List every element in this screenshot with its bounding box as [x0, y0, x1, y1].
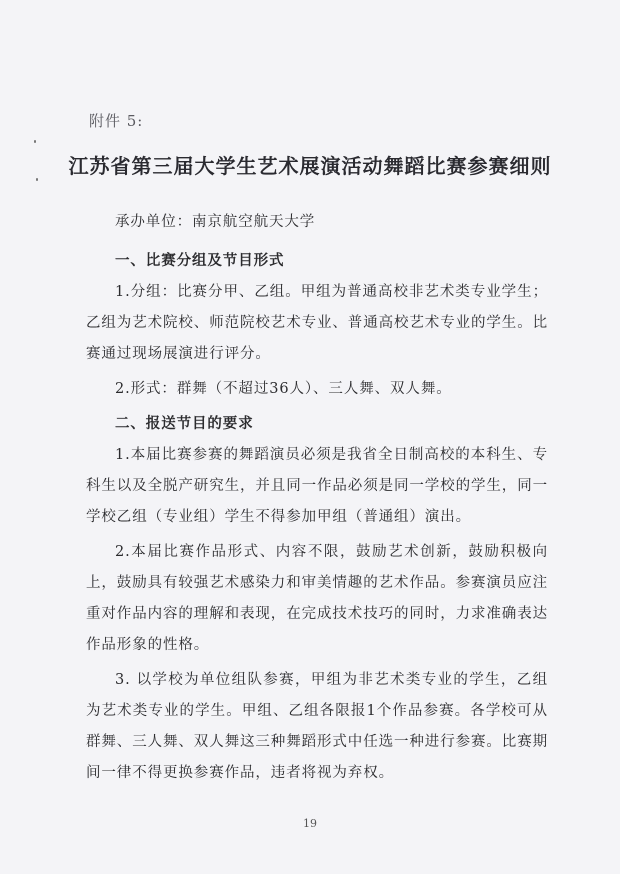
paragraph: 3. 以学校为单位组队参赛，甲组为非艺术类专业的学生，乙组为艺术类专业的学生。甲组、乙组各限报1个作品参赛。各学校可从群舞、三人舞、双人舞这三种舞蹈形式中任选一种进行参赛。比赛期间一律不得更换参赛作品，违者将视为弃权。	[86, 672, 548, 781]
section-heading: 一、比赛分组及节目形式	[115, 253, 285, 269]
paragraph: 2.本届比赛作品形式、内容不限，鼓励艺术创新，鼓励积极向上，鼓励具有较强艺术感染力和审美情趣的艺术作品。参赛演员应注重对作品内容的理解和表现，在完成技术技巧的同时，力求准确表达作品形象的性格。	[86, 544, 548, 653]
document-title: 江苏省第三届大学生艺术展演活动舞蹈比赛参赛细则	[68, 154, 552, 178]
paragraph: 1.分组：比赛分甲、乙组。甲组为普通高校非艺术类专业学生；乙组为艺术院校、师范院校艺术专业、普通高校艺术专业的学生。比赛通过现场展演进行评分。	[86, 284, 548, 362]
document-body	[86, 207, 548, 789]
organizer-line: 承办单位：南京航空航天大学	[115, 214, 316, 230]
paragraph: 2.形式：群舞（不超过36人）、三人舞、双人舞。	[115, 381, 452, 397]
paragraph: 1.本届比赛参赛的舞蹈演员必须是我省全日制高校的本科生、专科生以及全脱产研究生，并且同一作品必须是同一学校的学生，同一学校乙组（专业组）学生不得参加甲组（普通组）演出。	[86, 447, 548, 525]
attachment-label: 附件 5:	[89, 112, 144, 130]
scan-speck	[34, 140, 36, 143]
page-number: 19	[303, 817, 317, 830]
section-heading: 二、报送节目的要求	[115, 416, 254, 432]
